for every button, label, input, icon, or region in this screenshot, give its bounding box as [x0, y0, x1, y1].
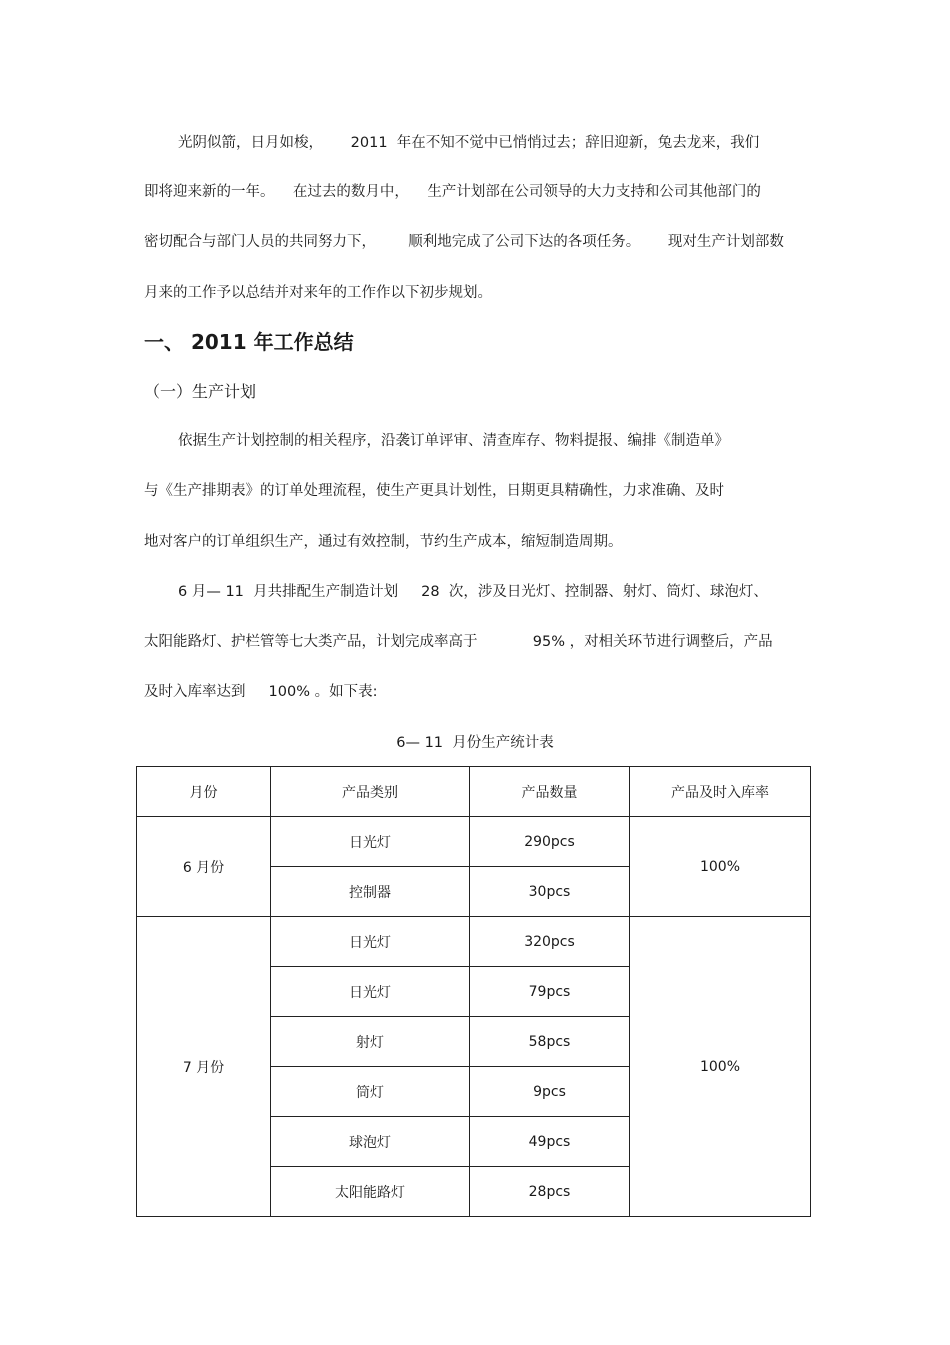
header-month: 月份	[137, 767, 271, 817]
quantity-cell: 30pcs	[470, 867, 630, 917]
paragraph-3-line-2: 太阳能路灯、护栏管等七大类产品，计划完成率高于 95% ，对相关环节进行调整后，产品	[144, 634, 773, 650]
quantity-cell: 9pcs	[470, 1067, 630, 1117]
quantity-cell: 28pcs	[470, 1167, 630, 1217]
header-rate: 产品及时入库率	[630, 767, 811, 817]
category-cell: 太阳能路灯	[271, 1167, 470, 1217]
category-cell: 日光灯	[271, 967, 470, 1017]
table-row	[137, 917, 811, 967]
quantity-cell: 290pcs	[470, 817, 630, 867]
production-stats-table	[136, 766, 811, 1217]
subsection-heading: （一）生产计划	[144, 382, 257, 401]
category-cell: 球泡灯	[271, 1117, 470, 1167]
paragraph-2-line-2: 与《生产排期表》的订单处理流程，使生产更具计划性，日期更具精确性，力求准确、及时	[144, 483, 724, 499]
quantity-cell: 320pcs	[470, 917, 630, 967]
paragraph-1-line-1: 光阴似箭，日月如梭， 2011 年在不知不觉中已悄悄过去；辞旧迎新，兔去龙来，我们	[178, 135, 760, 151]
rate-cell: 100%	[630, 817, 811, 917]
paragraph-2-line-3: 地对客户的订单组织生产，通过有效控制，节约生产成本，缩短制造周期。	[144, 534, 623, 550]
paragraph-3-line-1: 6 月— 11 月共排配生产制造计划 28 次，涉及日光灯、控制器、射灯、筒灯、球泡灯、	[178, 584, 768, 600]
paragraph-2-line-1: 依据生产计划控制的相关程序，沿袭订单评审、清查库存、物料提报、编排《制造单》	[178, 433, 729, 449]
category-cell: 日光灯	[271, 917, 470, 967]
rate-cell: 100%	[630, 917, 811, 1217]
category-cell: 控制器	[271, 867, 470, 917]
header-category: 产品类别	[271, 767, 470, 817]
paragraph-1-line-3: 密切配合与部门人员的共同努力下， 顺利地完成了公司下达的各项任务。 现对生产计划部数	[144, 234, 784, 250]
paragraph-1-line-2: 即将迎来新的一年。 在过去的数月中， 生产计划部在公司领导的大力支持和公司其他部门的	[144, 184, 761, 200]
paragraph-1-line-4: 月来的工作予以总结并对来年的工作作以下初步规划。	[144, 285, 492, 301]
quantity-cell: 79pcs	[470, 967, 630, 1017]
table-header-row	[137, 767, 811, 817]
section-heading: 一、 2011 年工作总结	[144, 330, 354, 354]
category-cell: 筒灯	[271, 1067, 470, 1117]
month-cell: 6 月份	[137, 817, 271, 917]
table-row	[137, 817, 811, 867]
category-cell: 射灯	[271, 1017, 470, 1067]
month-cell: 7 月份	[137, 917, 271, 1217]
quantity-cell: 49pcs	[470, 1117, 630, 1167]
quantity-cell: 58pcs	[470, 1017, 630, 1067]
header-quantity: 产品数量	[470, 767, 630, 817]
paragraph-3-line-3: 及时入库率达到 100% 。如下表:	[144, 684, 378, 700]
category-cell: 日光灯	[271, 817, 470, 867]
table-caption: 6— 11 月份生产统计表	[396, 735, 554, 751]
